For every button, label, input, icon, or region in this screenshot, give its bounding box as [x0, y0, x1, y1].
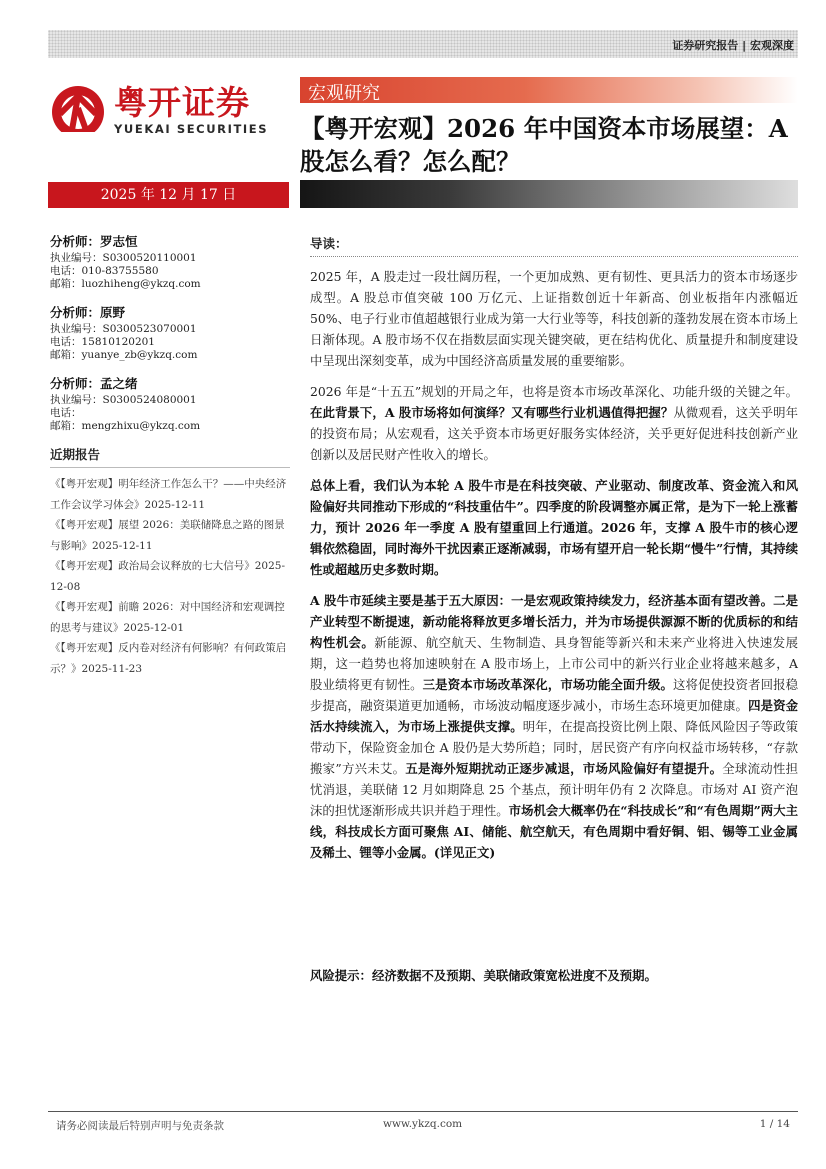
intro-heading: 导读：: [310, 234, 798, 257]
text-run-bold: A 股牛市延续主要是基于五大原因：一是宏观政策持续发力，经济基本面有望改善。二是产业转型不断提速，新动能将释放更多增长活力，并为市场提供源源不断的优质标的和结构性机会。: [310, 593, 798, 650]
recent-report-link[interactable]: 《【粤开宏观】政治局会议释放的七大信号》2025-12-08: [50, 560, 286, 593]
text-run-bold: 五是海外短期扰动正逐步减退，市场风险偏好有望提升。: [405, 761, 723, 776]
logo-cn-text: 粤开证券: [114, 83, 250, 122]
logo-mark-icon: [50, 84, 106, 140]
title-underline-bar: [300, 180, 798, 208]
analyst-name: 分析师：罗志恒: [50, 234, 138, 249]
analyst-block: [50, 232, 290, 291]
text-run-bold: 总体上看，我们认为本轮 A 股牛市是在科技突破、产业驱动、制度改革、资金流入和风险偏好共同推动下形成的“科技重估牛”。四季度的阶段调整亦属正常，是为下一轮上涨蓄力，预计 2026 年一季度 A 股有望重回上行通道。2026 年，支撑 A 股牛市的核心逻辑依然稳固，同时海外干扰因素正逐渐减弱，市场有望开启一轮长期“慢牛”行情，其持续性或超越历史多数时期。: [310, 478, 798, 577]
intro-paragraph: [310, 381, 798, 465]
recent-report-link[interactable]: 《【粤开宏观】前瞻 2026：对中国经济和宏观调控的思考与建议》2025-12-01: [50, 601, 285, 634]
recent-report-link[interactable]: 《【粤开宏观】明年经济工作怎么干？——中央经济工作会议学习体会》2025-12-11: [50, 478, 287, 511]
text-run: 从微观看，这关乎明年的投资布局；从宏观看，这关乎资本市场更好服务实体经济，关乎更好促进科技创新产业创新以及居民财产性收入的增长。: [310, 405, 798, 462]
text-run: 这将促使投资者回报稳步提高，融资渠道更加通畅，市场波动幅度逐步减小，市场生态环境更加健康。: [310, 677, 799, 713]
analyst-email[interactable]: 邮箱：yuanye_zb@ykzq.com: [50, 349, 198, 361]
intro-paragraph: 2025 年，A 股走过一段壮阔历程，一个更加成熟、更有韧性、更具活力的资本市场逐步成型。A 股总市值突破 100 万亿元、上证指数创近十年新高、创业板指年内涨幅近 50%、电子行业市值超越银行业成为第一大行业等等，科技创新的蓬勃发展在资本市场上日渐体现。A 股市场不仅在指数层面实现关键突破，更在结构优化、质量提升和制度建设中呈现出深刻变革，成为中国经济高质量发展的重要缩影。: [310, 269, 798, 368]
intro-paragraph: [310, 475, 798, 580]
header-band: [48, 30, 798, 58]
risk-warning: 风险提示：经济数据不及预期、美联储政策宽松进度不及预期。: [310, 968, 657, 983]
category-bar: [300, 77, 798, 103]
text-run-bold: 三是资本市场改革深化，市场功能全面升级。: [422, 677, 673, 692]
footer-website[interactable]: www.ykzq.com: [383, 1118, 463, 1130]
text-run-bold: 在此背景下，A 股市场将如何演绎？又有哪些行业机遇值得把握？: [310, 405, 674, 420]
analyst-block: [50, 374, 290, 433]
analyst-license: 执业编号：S0300524080001: [50, 394, 197, 406]
recent-reports-title: 近期报告: [50, 445, 290, 468]
analyst-license: 执业编号：S0300523070001: [50, 323, 197, 335]
page-title: 【粤开宏观】2026 年中国资本市场展望：A 股怎么看？怎么配？: [300, 114, 788, 176]
recent-report-link[interactable]: 《【粤开宏观】反内卷对经济有何影响？有何政策启示？》2025-11-23: [50, 642, 287, 675]
intro-paragraph: [310, 590, 798, 863]
analyst-name: 分析师：孟之绪: [50, 376, 138, 391]
analyst-name: 分析师：原野: [50, 305, 126, 320]
text-run: 明年，在提高投资比例上限、降低风险因子等政策带动下，保险资金加仓 A 股仍是大势所趋；同时，居民资产有序向权益市场转移，“存款搬家”方兴未艾。: [310, 719, 799, 776]
logo-en-text: YUEKAI SECURITIES: [114, 122, 269, 136]
analyst-phone: 电话：15810120201: [50, 336, 155, 348]
doc-type-label: 证券研究报告 | 宏观深度: [672, 39, 794, 52]
footer-disclaimer: 请务必阅读最后特别声明与免责条款: [56, 1120, 224, 1132]
text-run: 新能源、航空航天、生物制造、具身智能等新兴和未来产业将进入快速发展期，这一趋势也将加速映射在 A 股市场上，上市公司中的新兴行业企业将越来越多，A 股业绩将更有韧性。: [310, 635, 799, 692]
footer-page-number: 1 / 14: [759, 1118, 790, 1130]
text-run: 2026 年是“十五五”规划的开局之年，也将是资本市场改革深化、功能升级的关键之年。: [310, 384, 798, 399]
analyst-email[interactable]: 邮箱：luozhiheng@ykzq.com: [50, 278, 201, 290]
category-label: 宏观研究: [308, 83, 380, 104]
analyst-phone: 电话：010-83755580: [50, 265, 159, 277]
analyst-license: 执业编号：S0300520110001: [50, 252, 197, 264]
report-date: 2025 年 12 月 17 日: [48, 182, 289, 208]
analyst-block: [50, 303, 290, 362]
text-run-bold: 四是资金活水持续流入，为市场上涨提供支撑。: [310, 698, 799, 734]
text-run-bold: 市场机会大概率仍在“科技成长”和“有色周期”两大主线，科技成长方面可聚焦 AI、储能、航空航天，有色周期中看好铜、铝、锡等工业金属及稀土、锂等小金属。(详见正文): [310, 803, 799, 860]
text-run: 全球流动性担忧消退，美联储 12 月如期降息 25 个基点，预计明年仍有 2 次降息。市场对 AI 资产泡沫的担忧逐渐形成共识并趋于理性。: [310, 761, 799, 818]
page-footer: [48, 1111, 798, 1135]
intro-body: [310, 266, 798, 873]
analyst-email[interactable]: 邮箱：mengzhixu@ykzq.com: [50, 420, 201, 432]
recent-report-link[interactable]: 《【粤开宏观】展望 2026：美联储降息之路的图景与影响》2025-12-11: [50, 519, 285, 552]
analyst-phone: 电话：: [50, 407, 82, 419]
sidebar: [50, 232, 290, 679]
company-logo: [50, 84, 280, 140]
